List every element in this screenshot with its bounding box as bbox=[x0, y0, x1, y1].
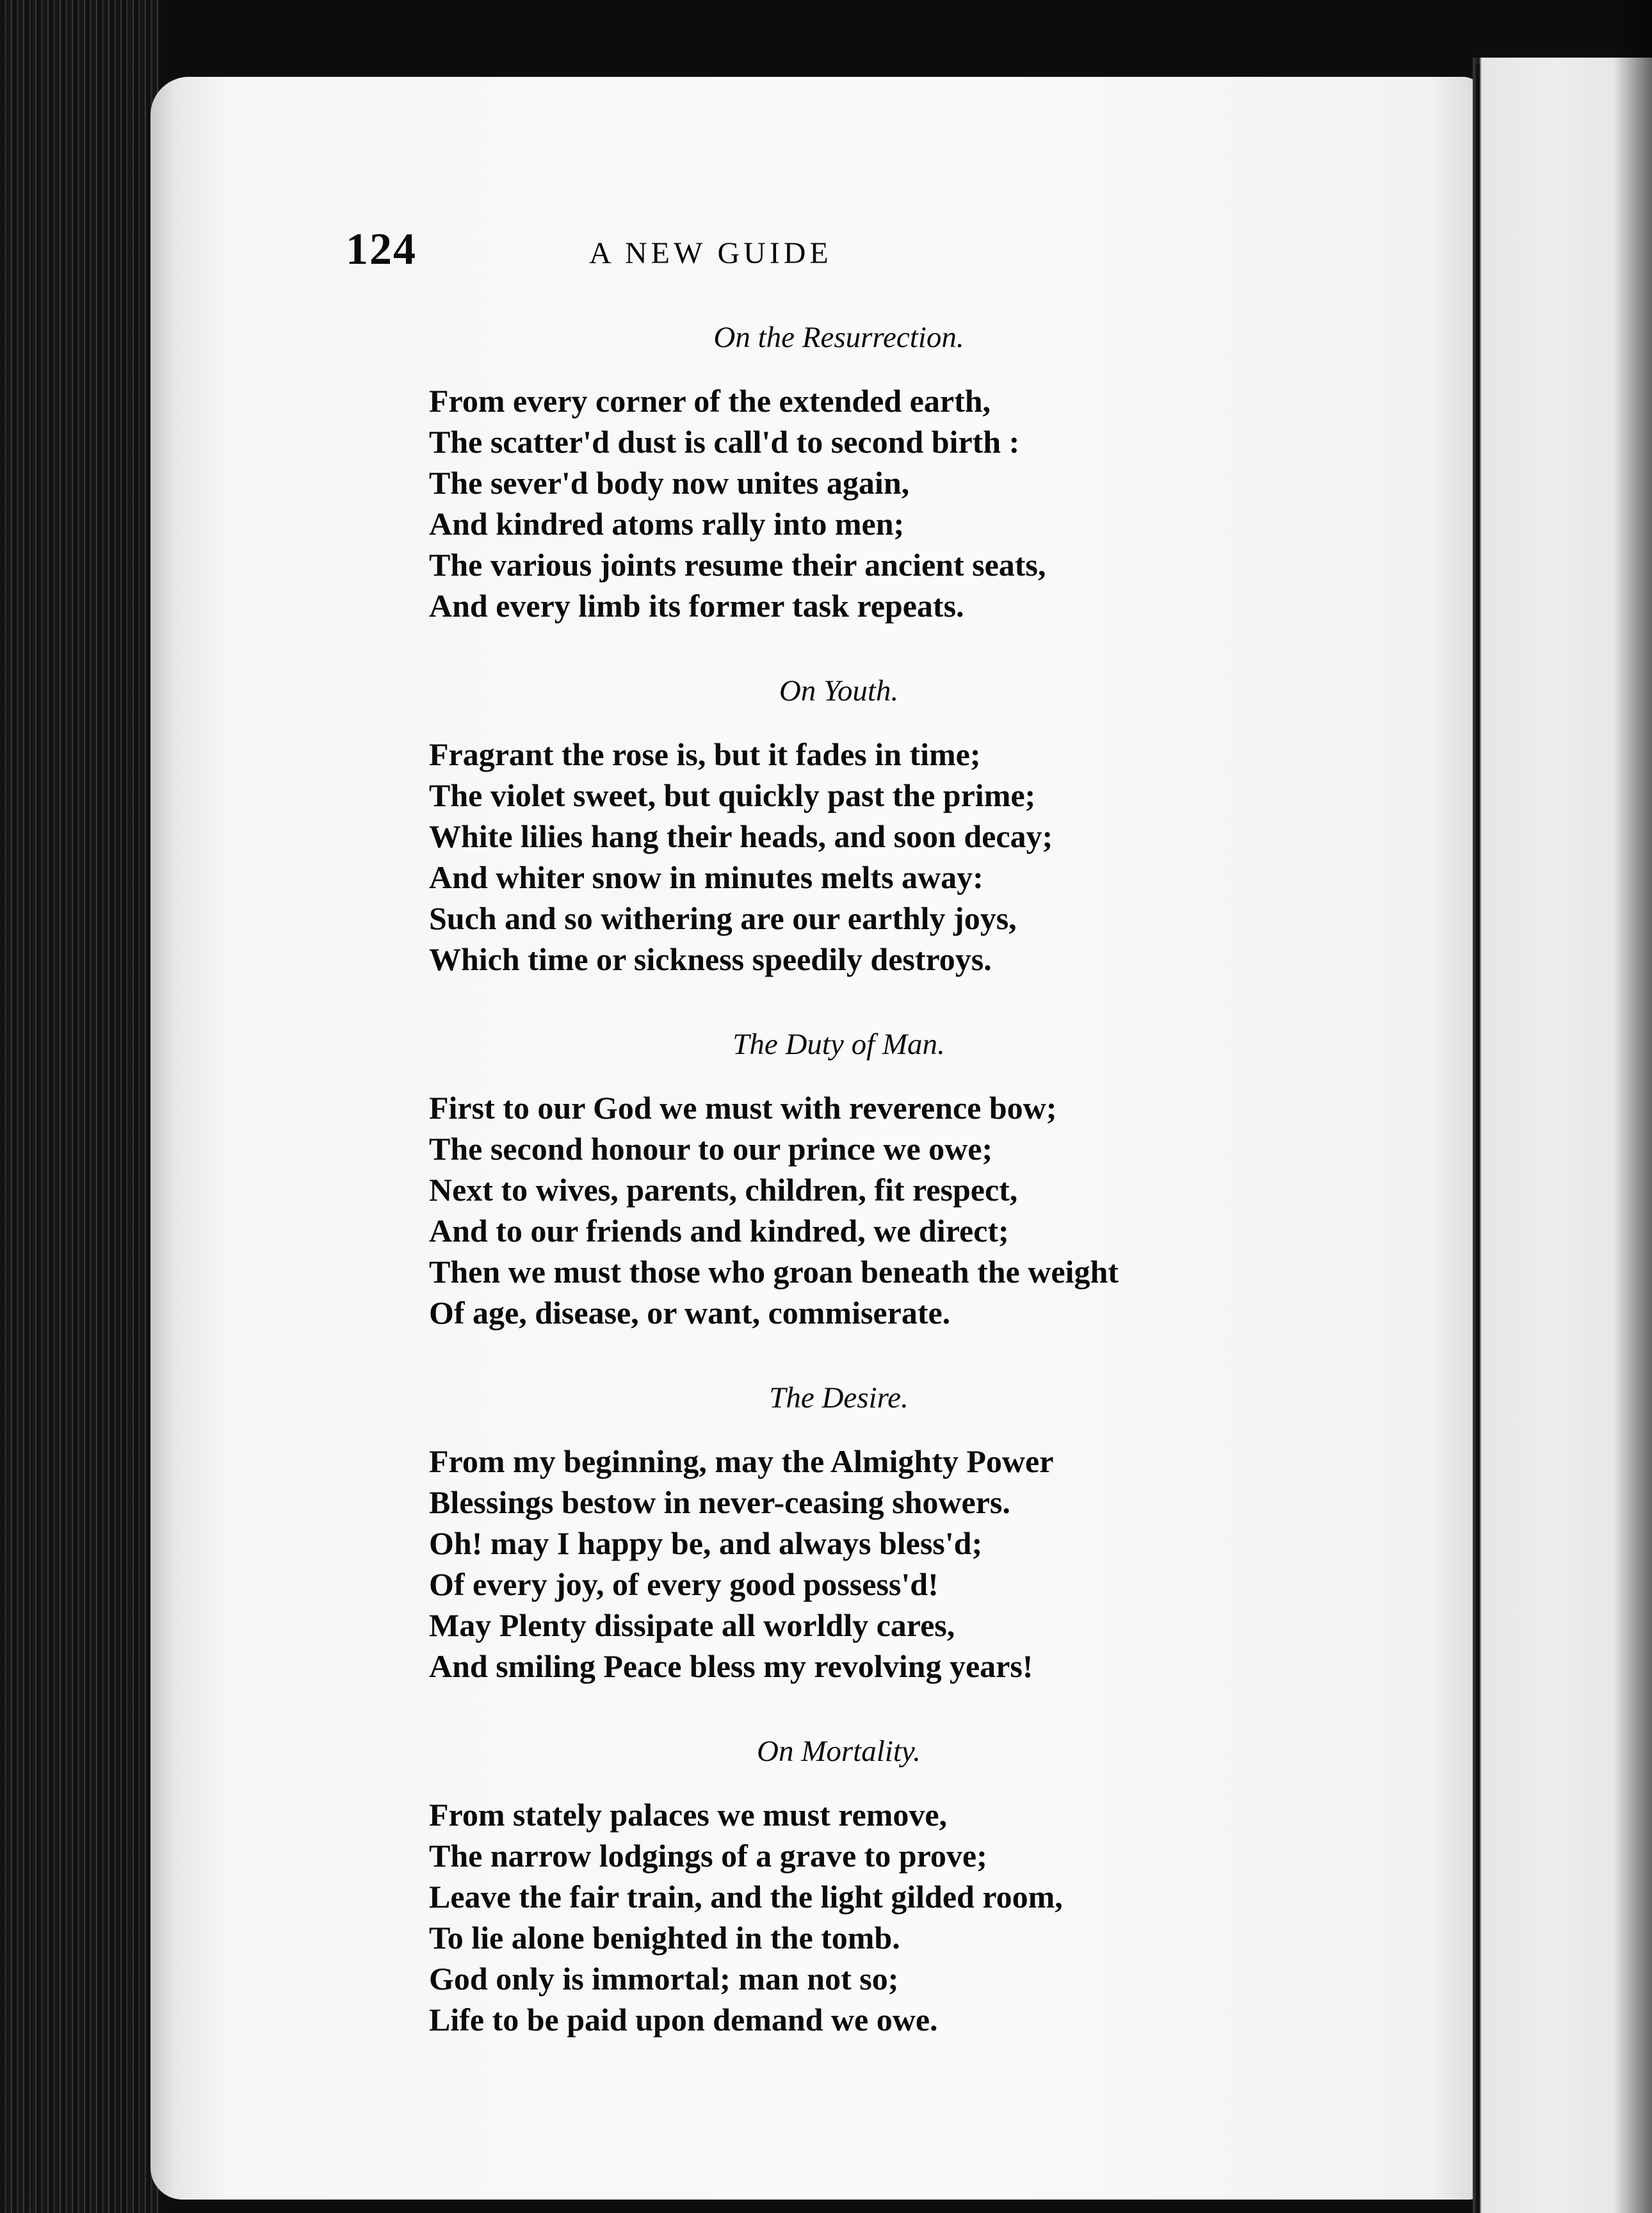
poem-title: The Desire. bbox=[769, 1381, 909, 1415]
poem-line: From every corner of the extended earth, bbox=[429, 383, 991, 419]
poem bbox=[429, 1027, 1313, 1333]
poem-line: The sever'd body now unites again, bbox=[429, 465, 910, 501]
poem-line: And whiter snow in minutes melts away: bbox=[429, 859, 984, 895]
poem bbox=[429, 320, 1313, 626]
running-title: A NEW GUIDE bbox=[589, 236, 832, 270]
poem-line: The violet sweet, but quickly past the prime; bbox=[429, 777, 1036, 813]
poem-line: The second honour to our prince we owe; bbox=[429, 1131, 993, 1167]
poem-line: Of every joy, of every good possess'd! bbox=[429, 1566, 939, 1602]
poem-line: Oh! may I happy be, and always bless'd; bbox=[429, 1525, 983, 1561]
poem-line: And every limb its former task repeats. bbox=[429, 588, 964, 624]
poem-line: Next to wives, parents, children, fit respect, bbox=[429, 1172, 1018, 1208]
poem-line: And smiling Peace bless my revolving years! bbox=[429, 1648, 1033, 1684]
edge-shadow bbox=[1614, 0, 1652, 2213]
poem-title: On the Resurrection. bbox=[713, 321, 964, 354]
poem-line: Such and so withering are our earthly joys, bbox=[429, 900, 1017, 936]
poem bbox=[429, 1734, 1313, 2040]
poem-list bbox=[429, 320, 1313, 2040]
poem-line: Then we must those who groan beneath the weight bbox=[429, 1254, 1119, 1290]
poem-line: May Plenty dissipate all worldly cares, bbox=[429, 1607, 955, 1643]
poem-line: Blessings bestow in never-ceasing showers. bbox=[429, 1484, 1010, 1520]
poem-line: Fragrant the rose is, but it fades in time; bbox=[429, 736, 981, 772]
poem bbox=[429, 1381, 1313, 1687]
poem-line: The narrow lodgings of a grave to prove; bbox=[429, 1838, 987, 1874]
poem-line: The various joints resume their ancient seats, bbox=[429, 547, 1046, 583]
poem-line: Of age, disease, or want, commiserate. bbox=[429, 1295, 951, 1331]
poem-line: God only is immortal; man not so; bbox=[429, 1961, 899, 1997]
poem-line: Leave the fair train, and the light gilded room, bbox=[429, 1879, 1063, 1915]
poem-line: From stately palaces we must remove, bbox=[429, 1797, 948, 1833]
poem-line: From my beginning, may the Almighty Power bbox=[429, 1443, 1054, 1479]
poem-line: And to our friends and kindred, we direct; bbox=[429, 1213, 1009, 1249]
poem bbox=[429, 674, 1313, 980]
poem-title: On Youth. bbox=[779, 674, 899, 708]
poem-line: And kindred atoms rally into men; bbox=[429, 506, 905, 542]
left-binding-edge bbox=[0, 0, 160, 2213]
page-number: 124 bbox=[346, 225, 417, 274]
poem-line: Life to be paid upon demand we owe. bbox=[429, 2002, 938, 2038]
poem-title: The Duty of Man. bbox=[733, 1028, 945, 1061]
poem-line: First to our God we must with reverence bow; bbox=[429, 1090, 1057, 1126]
running-head bbox=[346, 218, 1332, 295]
poem-line: White lilies hang their heads, and soon decay; bbox=[429, 818, 1053, 854]
poem-line: The scatter'd dust is call'd to second birth : bbox=[429, 424, 1020, 460]
poem-title: On Mortality. bbox=[757, 1735, 921, 1768]
gutter-line bbox=[1476, 64, 1480, 2213]
poem-line: To lie alone benighted in the tomb. bbox=[429, 1920, 900, 1956]
poem-line: Which time or sickness speedily destroys. bbox=[429, 941, 992, 977]
